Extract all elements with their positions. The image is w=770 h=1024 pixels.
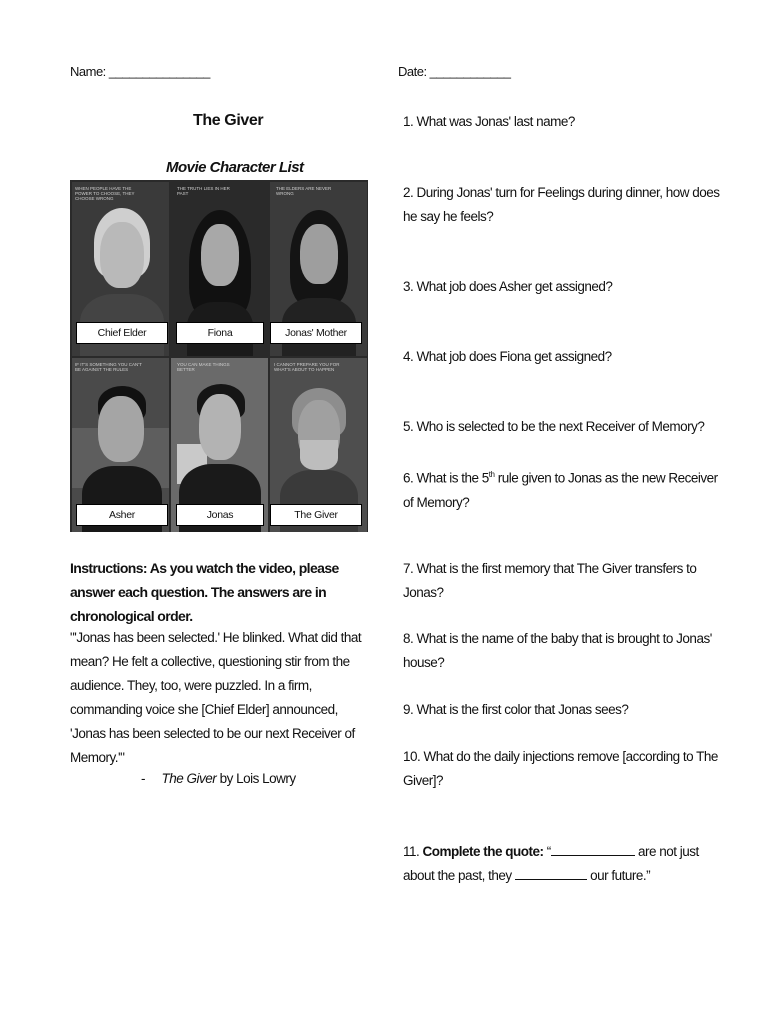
question-11-number: 11. <box>403 844 423 859</box>
quote-blank-1[interactable] <box>551 842 635 856</box>
tag-chief-elder: Chief Elder <box>76 322 168 344</box>
question-6-suffix: rule given to Jonas as the new Receiver of Memory? <box>403 470 718 510</box>
tag-fiona: Fiona <box>176 322 264 344</box>
question-6-prefix: 6. What is the 5 <box>403 470 489 486</box>
quote-attribution <box>141 767 361 791</box>
date-field-label: Date: ____________ <box>398 64 511 79</box>
source-author: by Lois Lowry <box>216 771 296 786</box>
question-9: 9. What is the first color that Jonas sees? <box>403 702 629 717</box>
quote-blank-2[interactable] <box>515 866 587 880</box>
book-quote: "'Jonas has been selected.' He blinked. What did that mean? He felt a collective, questioning stir from the audience. They, too, were puzzled. In a firm, commanding voice she [Chief Elder] announced, 'Jonas has been selected to be our next Receiver of Memory.'" <box>70 630 362 765</box>
photo-caption: WHEN PEOPLE HAVE THE POWER TO CHOOSE, THEY CHOOSE WRONG <box>75 186 135 201</box>
question-3: 3. What job does Asher get assigned? <box>403 279 613 294</box>
photo-caption: THE TRUTH LIES IN HER PAST <box>177 186 230 196</box>
question-1: 1. What was Jonas' last name? <box>403 114 575 129</box>
tag-asher: Asher <box>76 504 168 526</box>
photo-caption: YOU CAN MAKE THINGS BETTER <box>177 362 230 372</box>
tag-the-giver: The Giver <box>270 504 362 526</box>
question-6 <box>403 463 723 515</box>
question-11-end: our future.” <box>586 868 651 883</box>
question-11-open-quote: “ <box>543 844 551 859</box>
question-6-sup: th <box>488 470 495 479</box>
source-title: The Giver <box>161 771 217 786</box>
instructions: Instructions: As you watch the video, please answer each question. The answers are in chronological order. <box>70 560 339 624</box>
question-11 <box>403 840 723 888</box>
question-4: 4. What job does Fiona get assigned? <box>403 349 612 364</box>
photo-caption: IF IT'S SOMETHING YOU CAN'T BE AGAINST THE RULES <box>75 362 142 372</box>
question-2: 2. During Jonas' turn for Feelings during dinner, how does he say he feels? <box>403 185 720 224</box>
page-title: The Giver <box>193 112 264 129</box>
attribution-dash: - <box>141 771 145 786</box>
tag-jonas: Jonas <box>176 504 264 526</box>
question-7: 7. What is the first memory that The Giver transfers to Jonas? <box>403 561 697 600</box>
character-list-subtitle: Movie Character List <box>166 159 304 176</box>
question-11-middle: are not just about the past, they <box>403 844 699 883</box>
character-photo-grid <box>70 180 368 532</box>
name-field-label: Name: _______________ <box>70 64 210 79</box>
photo-caption: THE ELDERS ARE NEVER WRONG <box>276 186 332 196</box>
question-5: 5. Who is selected to be the next Receiver of Memory? <box>403 419 705 434</box>
tag-jonas-mother: Jonas' Mother <box>270 322 362 344</box>
photo-caption: I CANNOT PREPARE YOU FOR WHAT'S ABOUT TO HAPPEN <box>274 362 340 372</box>
question-10: 10. What do the daily injections remove [according to The Giver]? <box>403 749 718 788</box>
question-11-bold: Complete the quote: <box>422 844 544 859</box>
question-8: 8. What is the name of the baby that is brought to Jonas' house? <box>403 631 712 670</box>
